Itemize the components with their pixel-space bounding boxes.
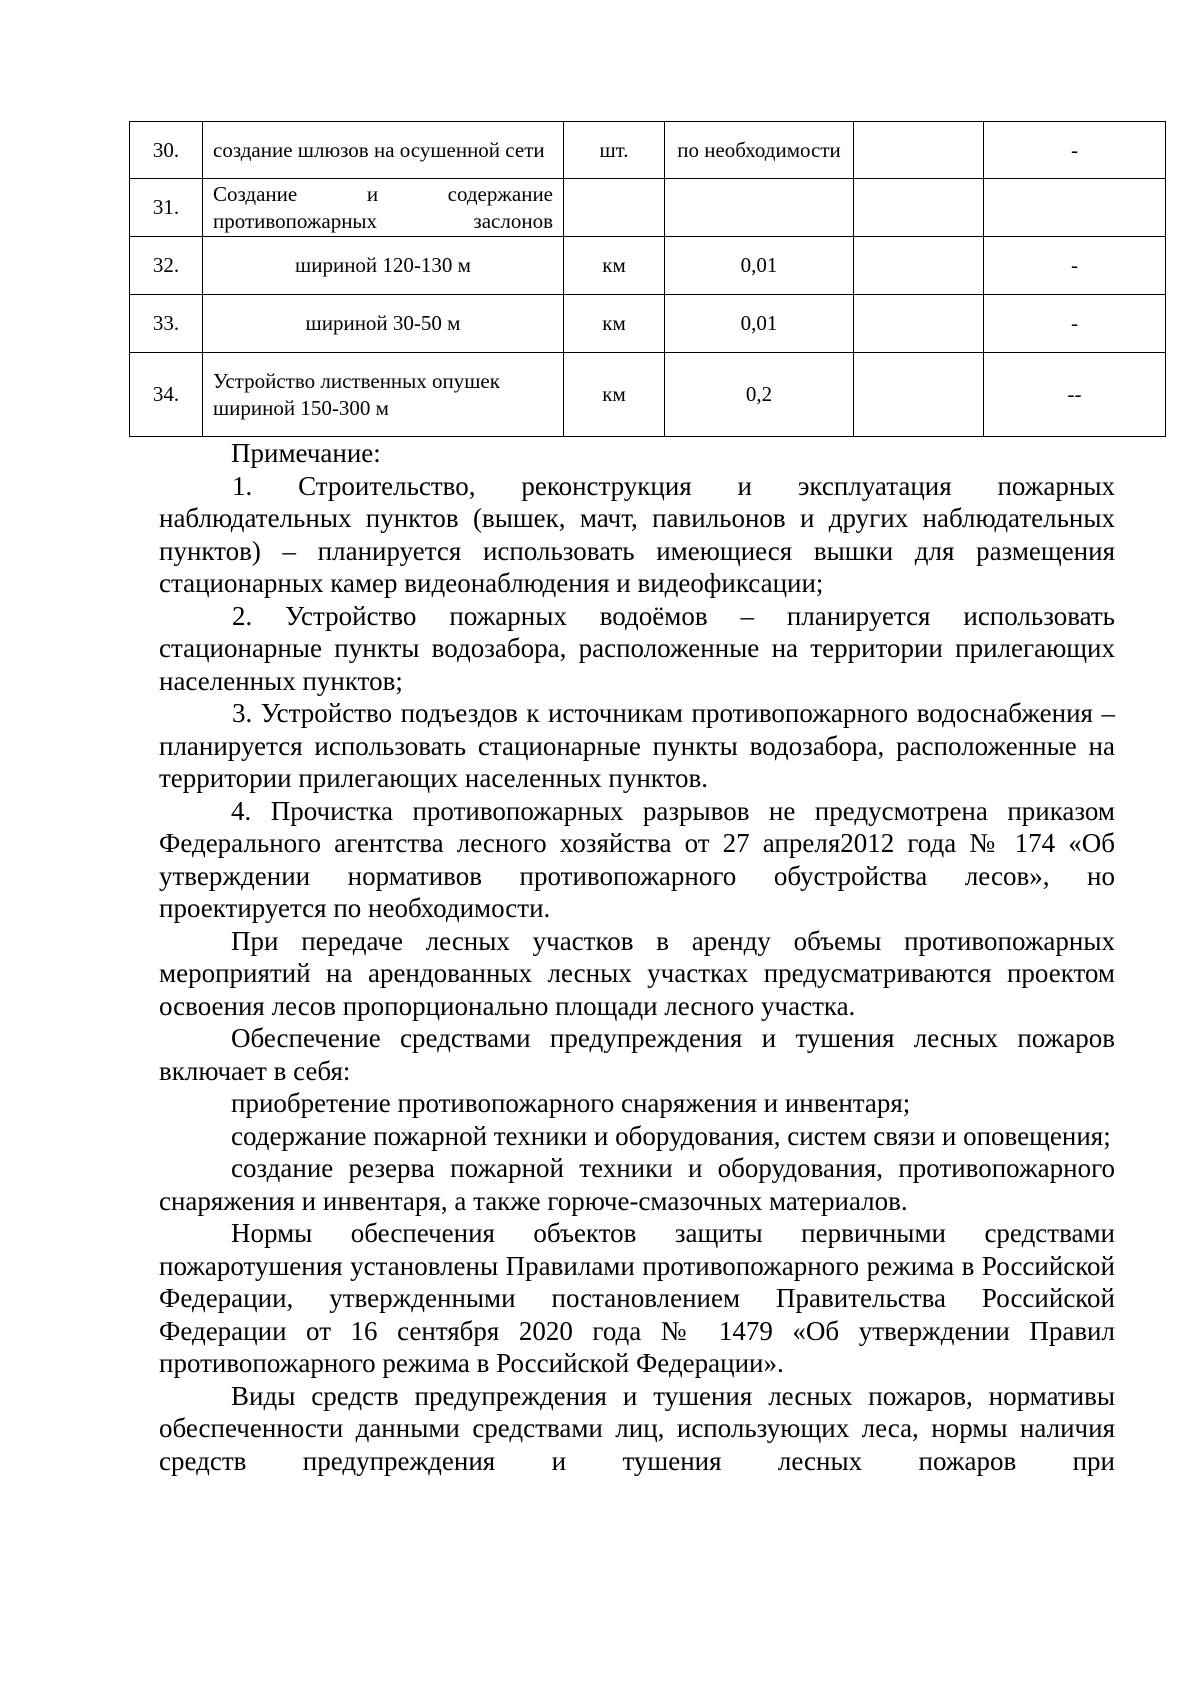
measure-name: создание шлюзов на осушенной сети [203,122,564,179]
measure-col5 [854,122,984,179]
table-row [130,179,1166,237]
paragraph-norms: Нормы обеспечения объектов защиты первичными средствами пожаротушения установлены Правилами противопожарного режима в Российской Федерации, утвержденными постановлением Правительства Российской Федерации от 16 сентября 2020 года № 1479 «Об утверждении Правил противопожарного режима в Российской Федерации». [159,1218,1115,1378]
provision-item-2: содержание пожарной техники и оборудования, систем связи и оповещения; [231,1120,1111,1151]
paragraph-types: Виды средств предупреждения и тушения лесных пожаров, нормативы обеспеченности данными средствами лиц, использующих леса, нормы наличия средств предупреждения и тушения лесных пожаров при [159,1380,1115,1476]
measure-col5 [854,295,984,353]
measure-amount: 0,2 [665,353,854,437]
row-number: 34. [130,353,203,437]
provision-item-3: создание резерва пожарной техники и оборудования, противопожарного снаряжения и инвентаря, а также горюче-смазочных материалов. [159,1153,1115,1216]
measures-table [129,121,1166,437]
measure-amount: по необходимости [665,122,854,179]
table-row [130,353,1166,437]
note-item-3: 3. Устройство подъездов к источникам противопожарного водоснабжения – планируется использовать стационарные пункты водозабора, расположенные на территории прилегающих населенных пунктов. [159,698,1115,793]
row-number: 33. [130,295,203,353]
measure-col6: -- [984,353,1166,437]
paragraph-provision: Обеспечение средствами предупреждения и тушения лесных пожаров включает в себя: [159,1023,1115,1086]
note-item-2: 2. Устройство пожарных водоёмов – планируется использовать стационарные пункты водозабора, расположенные на территории прилегающих населенных пунктов; [159,600,1115,696]
measure-col5 [854,179,984,237]
measure-col6: - [984,237,1166,295]
measure-amount: 0,01 [665,237,854,295]
row-number: 31. [130,179,203,237]
measure-unit: шт. [564,122,665,179]
measure-unit [564,179,665,237]
measure-unit: км [564,353,665,437]
measure-name: шириной 30-50 м [203,295,564,353]
provision-item-1: приобретение противопожарного снаряжения и инвентаря; [231,1088,911,1118]
measure-col5 [854,237,984,295]
measure-col6: - [984,295,1166,353]
row-number: 30. [130,122,203,179]
table-row [130,237,1166,295]
measure-name: шириной 120-130 м [203,237,564,295]
measure-unit: км [564,295,665,353]
measure-amount [665,179,854,237]
measure-col5 [854,353,984,437]
note-item-4: 4. Прочистка противопожарных разрывов не предусмотрена приказом Федерального агентства лесного хозяйства от 27 апреля2012 года № 174 «Об утверждении нормативов противопожарного обустройства лесов», но проектируется по необходимости. [159,795,1115,923]
body-text [159,437,1115,1477]
measure-unit: км [564,237,665,295]
table-row [130,295,1166,353]
measure-amount: 0,01 [665,295,854,353]
paragraph-lease: При передаче лесных участков в аренду объемы противопожарных мероприятий на арендованных лесных участках предусматриваются проектом освоения лесов пропорционально площади лесного участка. [159,925,1115,1021]
table-row [130,122,1166,179]
measure-name: Создание и содержание противопожарных заслонов [203,179,564,237]
measure-col6 [984,179,1166,237]
row-number: 32. [130,237,203,295]
measure-name: Устройство лиственных опушек шириной 150-300 м [203,353,564,437]
note-item-1: 1. Строительство, реконструкция и эксплуатация пожарных наблюдательных пунктов (вышек, мачт, павильонов и других наблюдательных пунктов) – планируется использовать имеющиеся вышки для размещения стационарных камер видеонаблюдения и видеофиксации; [159,470,1115,598]
measure-col6: - [984,122,1166,179]
note-heading: Примечание: [231,438,381,468]
